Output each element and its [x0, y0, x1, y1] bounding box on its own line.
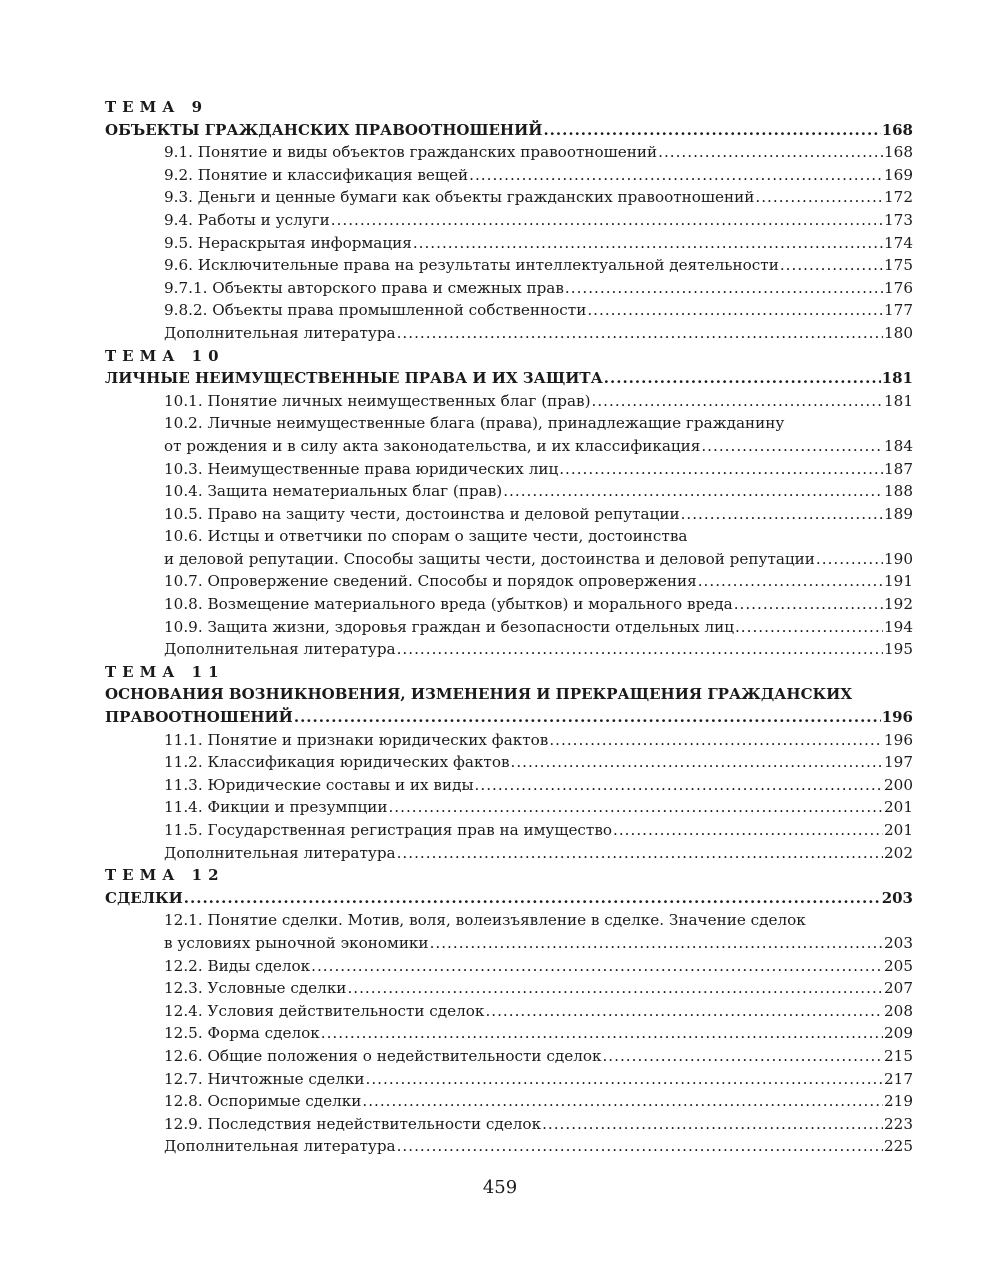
toc-entry[interactable]: в условиях рыночной экономики ..... 203	[105, 932, 913, 955]
toc-entry[interactable]: 9.7.1. Объекты авторского права и смежных прав ..... 176	[105, 277, 913, 300]
toc-entry[interactable]: 9.4. Работы и услуги ..... 173	[105, 209, 913, 232]
toc-entry-line[interactable]: 10.2. Личные неимущественные блага (права), принадлежащие гражданину	[164, 414, 785, 433]
topic-label: ТЕМА 11	[105, 662, 225, 681]
toc-entry[interactable]: 11.3. Юридические составы и их виды ..... 200	[105, 774, 913, 797]
table-of-contents	[105, 96, 913, 1158]
toc-entry[interactable]: Дополнительная литература ..... 202	[105, 842, 913, 865]
toc-entry[interactable]: 9.1. Понятие и виды объектов гражданских правоотношений ..... 168	[105, 141, 913, 164]
toc-entry[interactable]: ОБЪЕКТЫ ГРАЖДАНСКИХ ПРАВООТНОШЕНИЙ ..... 168	[105, 119, 913, 142]
toc-entry[interactable]: 9.2. Понятие и классификация вещей ..... 169	[105, 164, 913, 187]
toc-entry[interactable]: 10.4. Защита нематериальных благ (прав) ..... 188	[105, 480, 913, 503]
toc-entry[interactable]: 11.5. Государственная регистрация прав на имущество ..... 201	[105, 819, 913, 842]
toc-entry[interactable]: 10.7. Опровержение сведений. Способы и порядок опровержения ..... 191	[105, 570, 913, 593]
toc-entry[interactable]: 9.8.2. Объекты права промышленной собственности ..... 177	[105, 299, 913, 322]
toc-entry[interactable]: Дополнительная литература ..... 180	[105, 322, 913, 345]
toc-entry[interactable]: ЛИЧНЫЕ НЕИМУЩЕСТВЕННЫЕ ПРАВА И ИХ ЗАЩИТА ..... 181	[105, 367, 913, 390]
toc-entry[interactable]: Дополнительная литература ..... 195	[105, 638, 913, 661]
toc-entry[interactable]: 9.3. Деньги и ценные бумаги как объекты гражданских правоотношений ..... 172	[105, 186, 913, 209]
toc-entry[interactable]: Дополнительная литература ..... 225	[105, 1135, 913, 1158]
topic-label: ТЕМА 12	[105, 866, 225, 885]
toc-entry[interactable]: и деловой репутации. Способы защиты чести, достоинства и деловой репутации ..... 190	[105, 548, 913, 571]
toc-entry[interactable]: ПРАВООТНОШЕНИЙ ..... 196	[105, 706, 913, 729]
toc-entry[interactable]: от рождения и в силу акта законодательства, и их классификация ..... 184	[105, 435, 913, 458]
toc-entry-line[interactable]: ОСНОВАНИЯ ВОЗНИКНОВЕНИЯ, ИЗМЕНЕНИЯ И ПРЕКРАЩЕНИЯ ГРАЖДАНСКИХ	[105, 685, 852, 704]
toc-entry[interactable]: 12.5. Форма сделок ..... 209	[105, 1022, 913, 1045]
toc-entry[interactable]: 11.2. Классификация юридических фактов ..... 197	[105, 751, 913, 774]
toc-entry[interactable]: 11.1. Понятие и признаки юридических фактов ..... 196	[105, 729, 913, 752]
toc-entry[interactable]: 12.6. Общие положения о недействительности сделок ..... 215	[105, 1045, 913, 1068]
page-number: 459	[482, 1177, 518, 1198]
toc-entry[interactable]: 10.9. Защита жизни, здоровья граждан и безопасности отдельных лиц ..... 194	[105, 616, 913, 639]
toc-entry[interactable]: 9.5. Нераскрытая информация ..... 174	[105, 232, 913, 255]
toc-entry[interactable]: 10.1. Понятие личных неимущественных благ (прав) ..... 181	[105, 390, 913, 413]
toc-entry[interactable]: 10.3. Неимущественные права юридических лиц ..... 187	[105, 458, 913, 481]
toc-entry[interactable]: 12.7. Ничтожные сделки ..... 217	[105, 1068, 913, 1091]
topic-label: ТЕМА 9	[105, 98, 209, 116]
toc-entry[interactable]: 12.2. Виды сделок ..... 205	[105, 955, 913, 978]
topic-label: ТЕМА 10	[105, 346, 225, 365]
toc-entry[interactable]: 11.4. Фикции и презумпции ..... 201	[105, 796, 913, 819]
toc-entry[interactable]: 12.8. Оспоримые сделки ..... 219	[105, 1090, 913, 1113]
toc-entry-line[interactable]: 12.1. Понятие сделки. Мотив, воля, волеизъявление в сделке. Значение сделок	[164, 911, 806, 930]
toc-entry[interactable]: 12.3. Условные сделки ..... 207	[105, 977, 913, 1000]
toc-entry[interactable]: 9.6. Исключительные права на результаты интеллектуальной деятельности ..... 175	[105, 254, 913, 277]
toc-entry[interactable]: 12.9. Последствия недействительности сделок ..... 223	[105, 1113, 913, 1136]
toc-entry-line[interactable]: 10.6. Истцы и ответчики по спорам о защите чести, достоинства	[164, 527, 688, 546]
toc-entry[interactable]: СДЕЛКИ ..... 203	[105, 887, 913, 910]
toc-entry[interactable]: 10.8. Возмещение материального вреда (убытков) и морального вреда ..... 192	[105, 593, 913, 616]
toc-entry[interactable]: 12.4. Условия действительности сделок ..... 208	[105, 1000, 913, 1023]
toc-entry[interactable]: 10.5. Право на защиту чести, достоинства и деловой репутации ..... 189	[105, 503, 913, 526]
